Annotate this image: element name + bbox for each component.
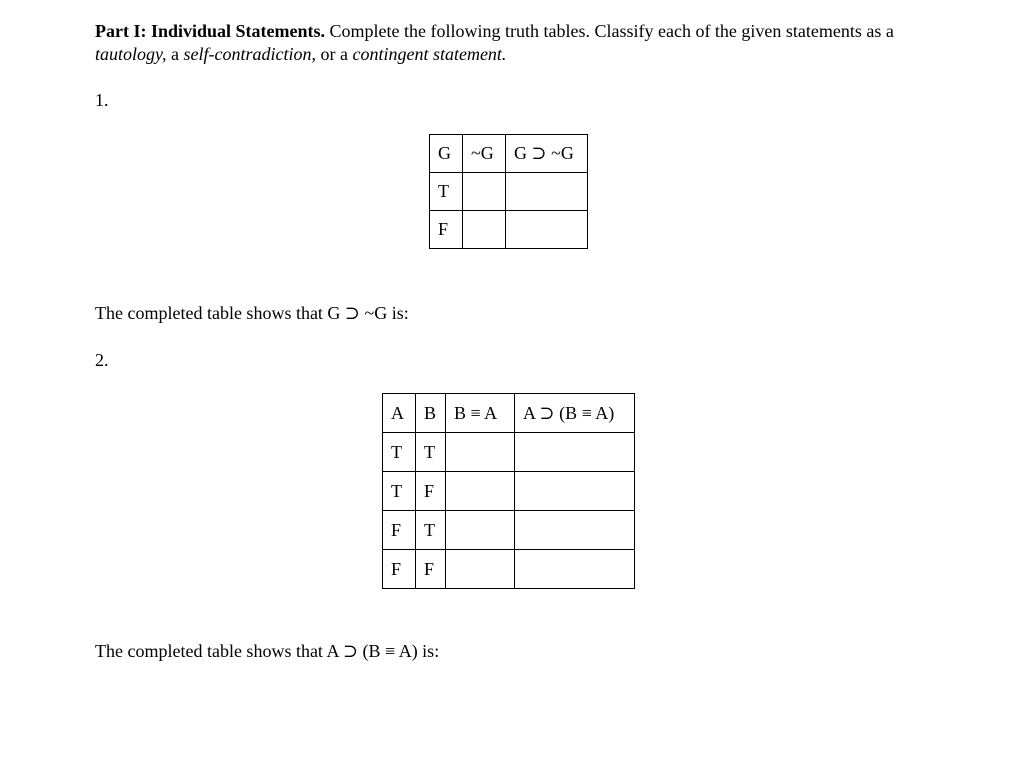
table-row bbox=[430, 173, 588, 211]
instructions-paragraph bbox=[95, 20, 915, 66]
answer-cell[interactable] bbox=[506, 173, 588, 211]
truth-value-cell: F bbox=[416, 472, 446, 511]
table-row bbox=[383, 511, 635, 550]
instructions-text-3: or a bbox=[315, 44, 353, 64]
section-heading: Part I: Individual Statements. bbox=[95, 21, 326, 41]
problem-2-conclusion: The completed table shows that A ⊃ (B ≡ A) is: bbox=[95, 641, 440, 661]
header-cell: ~G bbox=[463, 135, 506, 173]
truth-table-1 bbox=[429, 134, 588, 249]
problem-1-number: 1. bbox=[95, 90, 109, 110]
header-cell: G bbox=[430, 135, 463, 173]
table-row bbox=[383, 433, 635, 472]
truth-value-cell: T bbox=[430, 173, 463, 211]
term-contingent: contingent statement. bbox=[352, 44, 507, 64]
table-header-row bbox=[430, 135, 588, 173]
table-row bbox=[383, 472, 635, 511]
truth-table-2 bbox=[382, 393, 635, 589]
answer-cell[interactable] bbox=[506, 211, 588, 249]
truth-value-cell: T bbox=[383, 472, 416, 511]
header-cell: B ≡ A bbox=[446, 394, 515, 433]
truth-value-cell: F bbox=[383, 550, 416, 589]
header-cell: G ⊃ ~G bbox=[506, 135, 588, 173]
truth-value-cell: F bbox=[416, 550, 446, 589]
truth-value-cell: F bbox=[430, 211, 463, 249]
term-self-contradiction: self-contradiction, bbox=[183, 44, 316, 64]
answer-cell[interactable] bbox=[515, 433, 635, 472]
truth-value-cell: T bbox=[383, 433, 416, 472]
table-row bbox=[383, 550, 635, 589]
answer-cell[interactable] bbox=[446, 472, 515, 511]
table-row bbox=[430, 211, 588, 249]
header-cell: A bbox=[383, 394, 416, 433]
answer-cell[interactable] bbox=[463, 211, 506, 249]
instructions-text-2: a bbox=[166, 44, 184, 64]
truth-value-cell: F bbox=[383, 511, 416, 550]
answer-cell[interactable] bbox=[515, 550, 635, 589]
truth-value-cell: T bbox=[416, 433, 446, 472]
header-cell: A ⊃ (B ≡ A) bbox=[515, 394, 635, 433]
answer-cell[interactable] bbox=[515, 511, 635, 550]
problem-1-conclusion: The completed table shows that G ⊃ ~G is: bbox=[95, 303, 409, 323]
answer-cell[interactable] bbox=[446, 433, 515, 472]
header-cell: B bbox=[416, 394, 446, 433]
problem-2-number: 2. bbox=[95, 350, 109, 370]
answer-cell[interactable] bbox=[446, 511, 515, 550]
answer-cell[interactable] bbox=[515, 472, 635, 511]
answer-cell[interactable] bbox=[446, 550, 515, 589]
table-header-row bbox=[383, 394, 635, 433]
truth-value-cell: T bbox=[416, 511, 446, 550]
instructions-text-1: Complete the following truth tables. Classify each of the given statements as a bbox=[325, 21, 894, 41]
term-tautology: tautology, bbox=[95, 44, 167, 64]
answer-cell[interactable] bbox=[463, 173, 506, 211]
